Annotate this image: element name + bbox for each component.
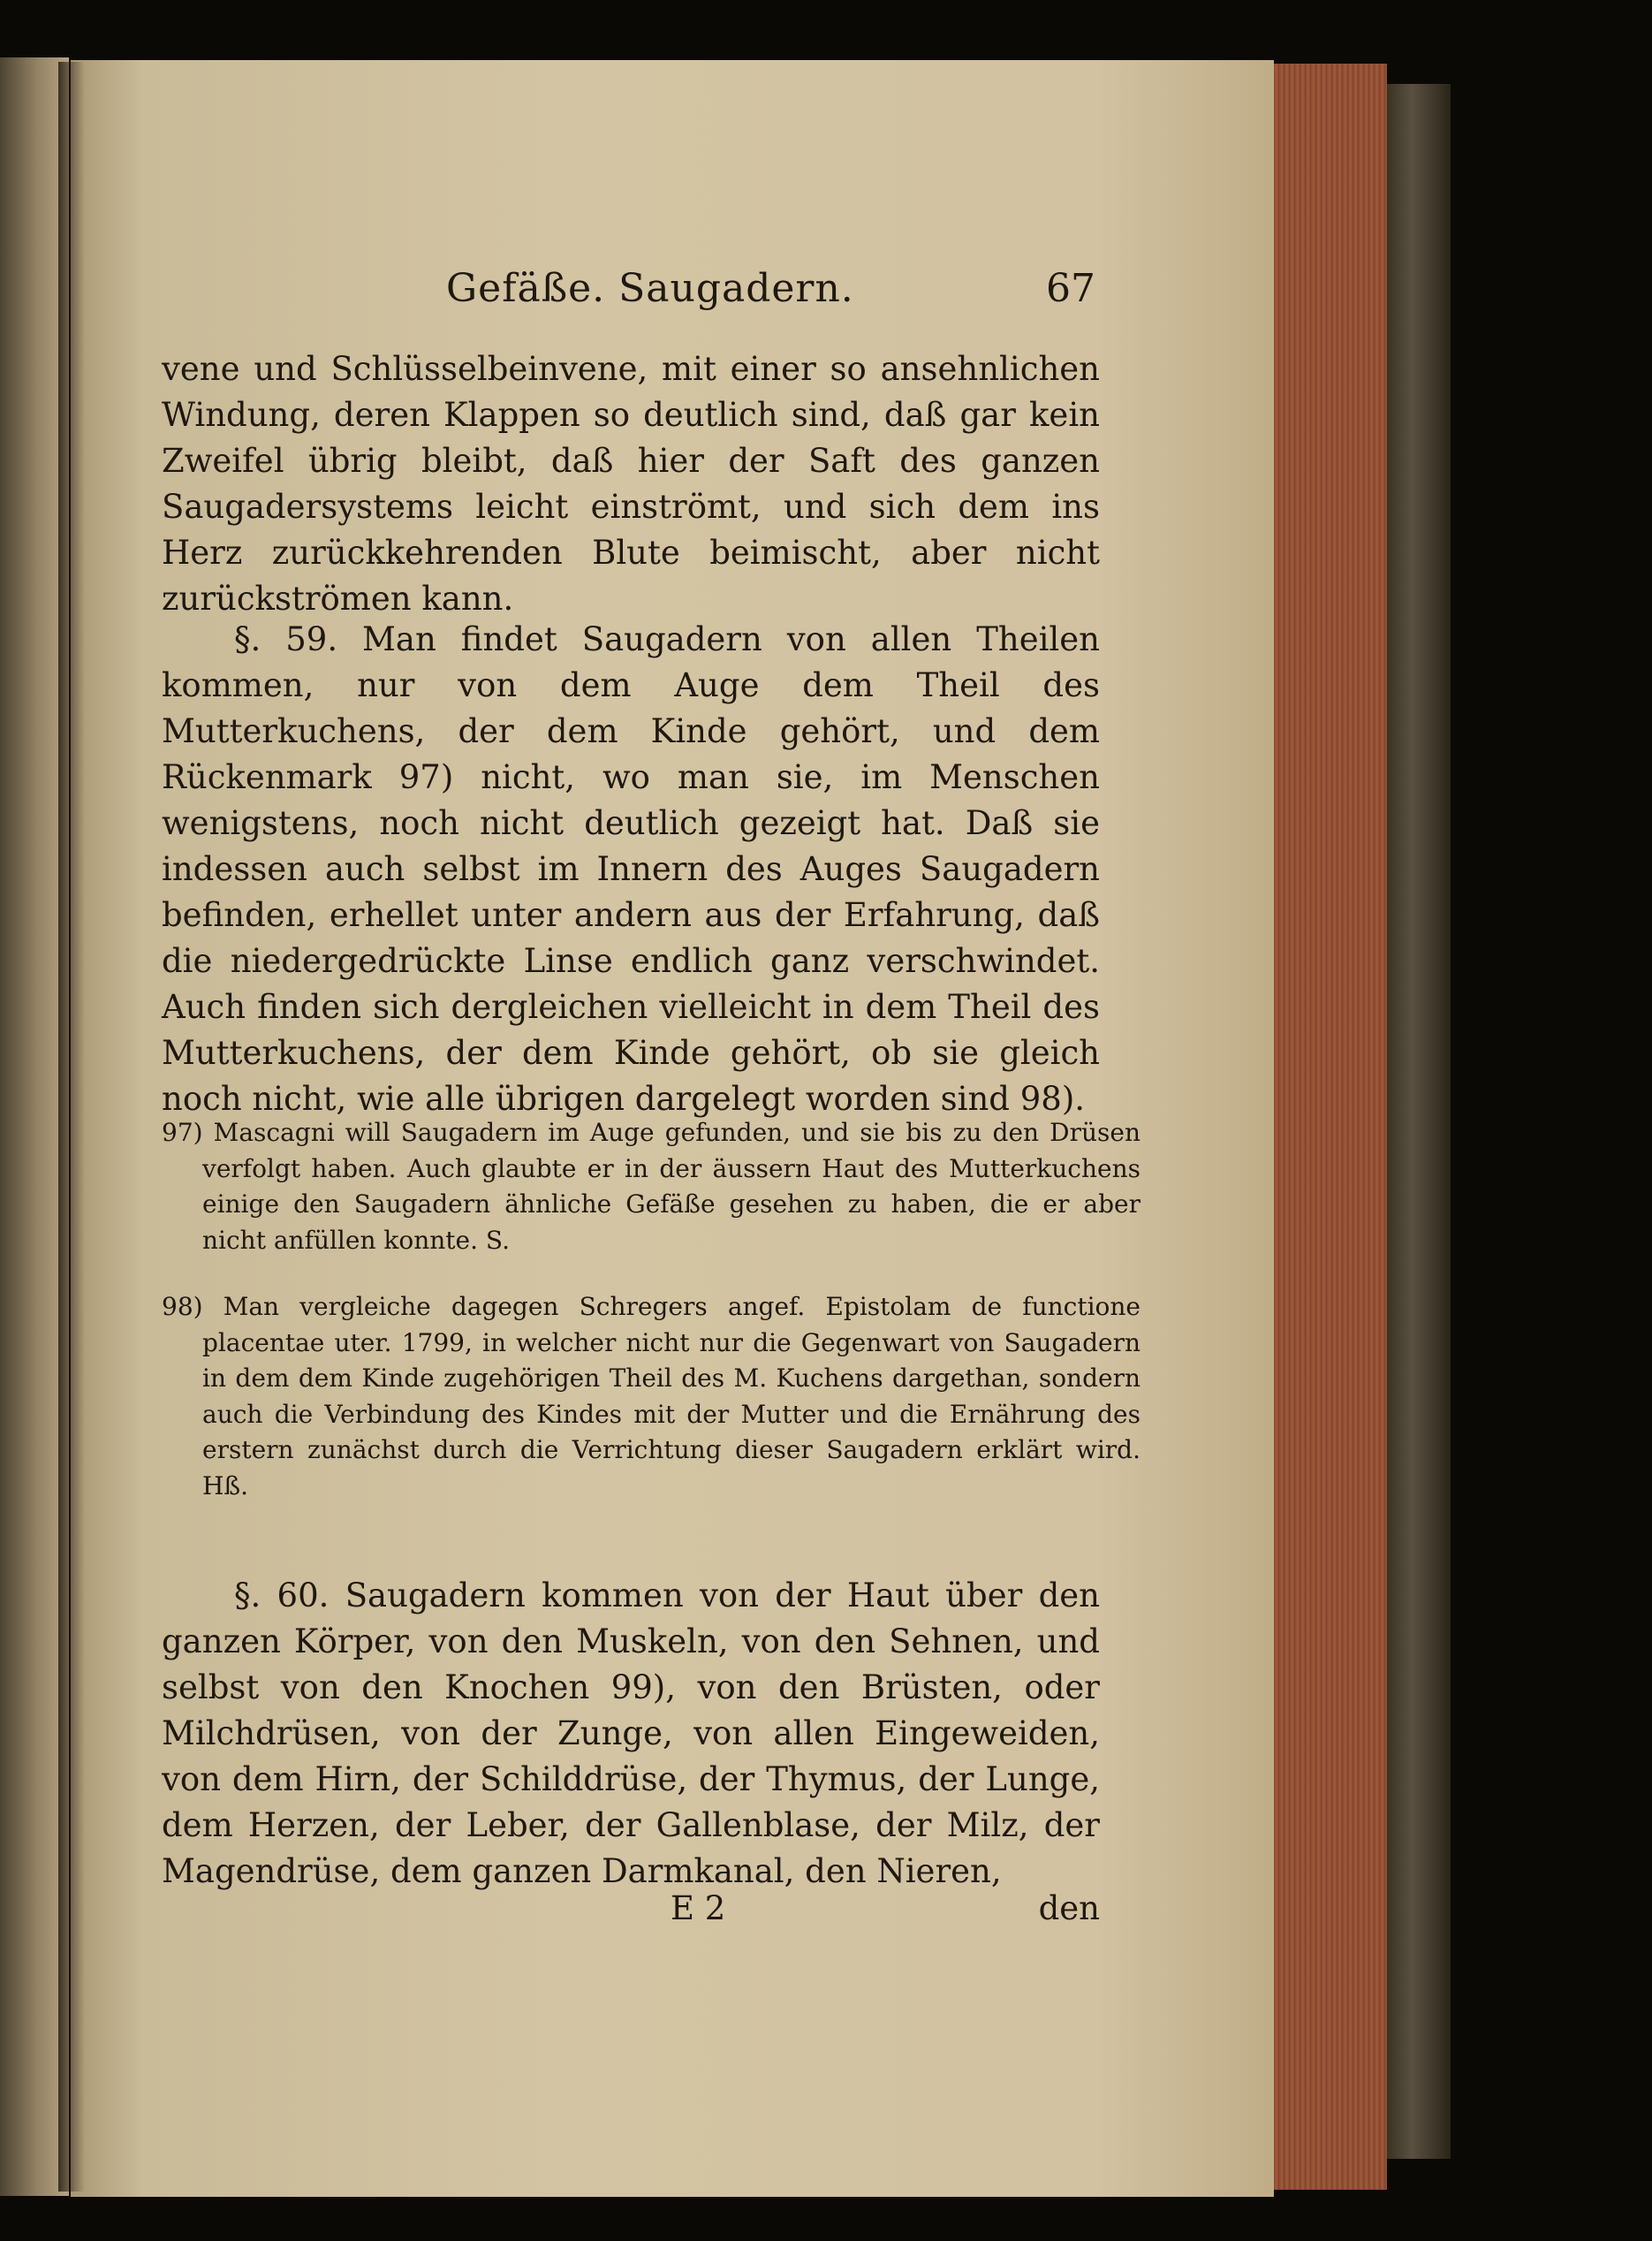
paragraph-section-59: §. 59. Man findet Saugadern von allen Theilen kommen, nur von dem Auge dem Theil des Mutterkuchens, der dem Kinde gehört, und dem Rückenmark 97) nicht, wo man sie, im Menschen wenigstens, noch nicht deutlich gezeigt hat. Daß sie indessen auch selbst im Innern des Auges Saugadern befinden, erhellet unter andern aus der Erfahrung, daß die niedergedrückte Linse endlich ganz verschwindet. Auch finden sich dergleichen vielleicht in dem Theil des Mutterkuchens, der dem Kinde gehört, ob sie gleich noch nicht, wie alle übrigen dargelegt worden sind 98). [162,620,1100,1118]
catchword: den [1038,1889,1100,1927]
footnote-98: 98) Man vergleiche dagegen Schregers angef. Epistolam de functione placentae uter. 1799, in welcher nicht nur die Gegenwart von Saugadern in dem dem Kinde zugehörigen Theil des M. Kuchens dargethan, sondern auch die Verbindung des Kindes mit der Mutter und die Ernährung des erstern zunächst durch die Verrichtung dieser Saugadern erklärt wird. Hß. [162,1292,1140,1500]
paragraph-continuation: vene und Schlüsselbeinvene, mit einer so ansehnlichen Windung, deren Klappen so deutlich sind, daß gar kein Zweifel übrig bleibt, daß hier der Saft des ganzen Saugadersystems leicht einströmt, und sich dem ins Herz zurückkehrenden Blute beimischt, aber nicht zurückströmen kann. [162,350,1100,618]
signature-mark: E 2 [671,1889,726,1927]
running-head: Gefäße. Saugadern. [446,266,854,311]
page-number: 67 [1046,266,1095,311]
footnote-97: 97) Mascagni will Saugadern im Auge gefunden, und sie bis zu den Drüsen verfolgt haben. Auch glaubte er in der äussern Haut des Mutterkuchens einige den Saugadern ähnliche Gefäße gesehen zu haben, die er aber nicht anfüllen konnte. S. [162,1118,1140,1255]
book-cover-edge [1387,84,1451,2159]
page-header [446,259,1095,321]
page-footer [162,1889,1100,1935]
red-fore-edge [1274,64,1387,2190]
gutter-shadow [58,62,85,2192]
paragraph-section-60: §. 60. Saugadern kommen von der Haut über den ganzen Körper, von den Muskeln, von den Sehnen, und selbst von den Knochen 99), von den Brüsten, oder Milchdrüsen, von der Zunge, von allen Eingeweiden, von dem Hirn, der Schilddrüse, der Thymus, der Lunge, dem Herzen, der Leber, der Gallenblase, der Milz, der Magendrüse, dem ganzen Darmkanal, den Nieren, [162,1576,1100,1890]
